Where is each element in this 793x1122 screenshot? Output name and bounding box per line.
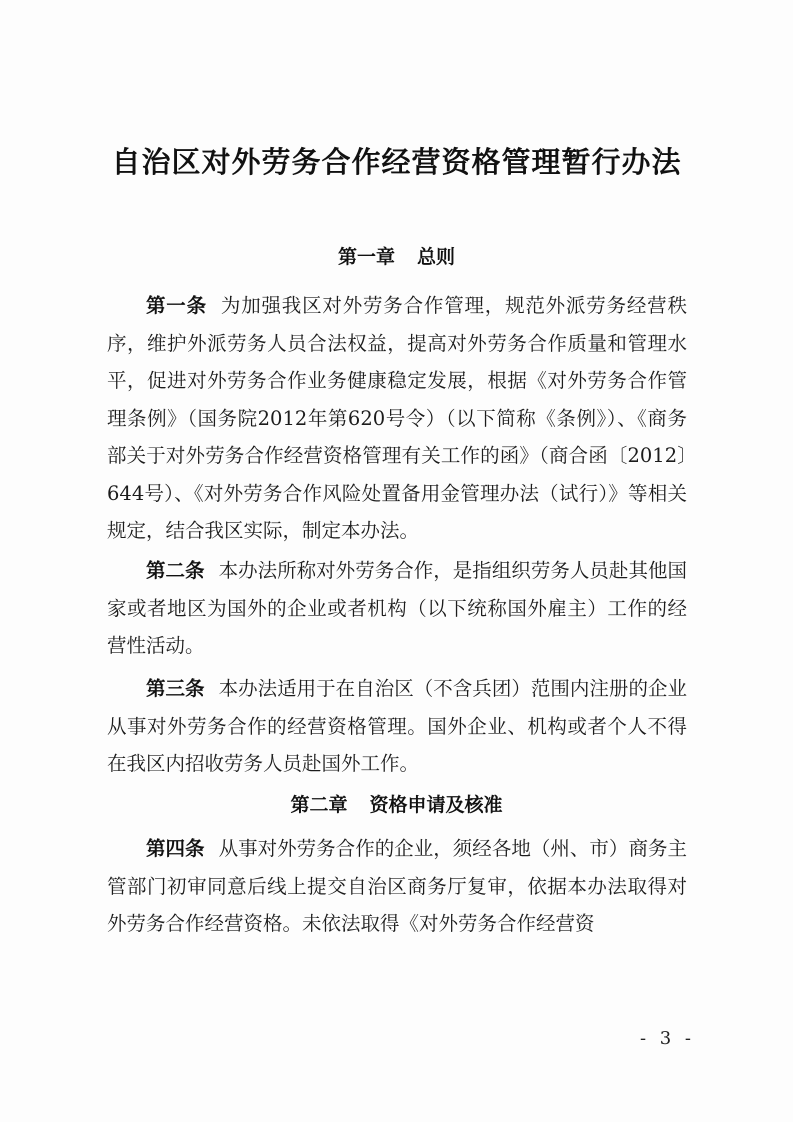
article-3-label: 第三条 (146, 677, 205, 700)
article-3 (107, 670, 687, 783)
chapter-1-name: 总则 (417, 246, 456, 268)
article-4-text: 从事对外劳务合作的企业，须经各地（州、市）商务主管部门初审同意后线上提交自治区商务厅复审，依据本办法取得对外劳务合作经营资格。未依法取得《对外劳务合作经营资 (107, 837, 687, 935)
article-4-label: 第四条 (146, 837, 205, 860)
chapter-1-label: 第一章 (337, 246, 395, 268)
chapter-2-label: 第二章 (290, 794, 348, 816)
article-1 (107, 287, 687, 550)
article-2-label: 第二条 (146, 559, 205, 582)
article-2-text: 本办法所称对外劳务合作，是指组织劳务人员赴其他国家或者地区为国外的企业或者机构（以下统称国外雇主）工作的经营性活动。 (107, 559, 687, 657)
article-2 (107, 552, 687, 665)
document-title: 自治区对外劳务合作经营资格管理暂行办法 (111, 145, 682, 179)
article-1-label: 第一条 (146, 294, 207, 317)
article-1-text: 为加强我区对外劳务合作管理，规范外派劳务经营秩序，维护外派劳务人员合法权益，提高对外劳务合作质量和管理水平，促进对外劳务合作业务健康稳定发展，根据《对外劳务合作管理条例》（国务院2012年第620号令）（以下简称《条例》）、《商务部关于对外劳务合作经营资格管理有关工作的函》（商合函〔2012〕644号）、《对外劳务合作风险处置备用金管理办法（试行）》等相关规定，结合我区实际，制定本办法。 (107, 294, 687, 542)
article-3-text: 本办法适用于在自治区（不含兵团）范围内注册的企业从事对外劳务合作的经营资格管理。国外企业、机构或者个人不得在我区内招收劳务人员赴国外工作。 (107, 677, 687, 775)
article-4 (107, 830, 687, 943)
chapter-1-heading (0, 242, 793, 269)
chapter-2-heading (0, 790, 793, 817)
page-number: - 3 - (639, 1028, 695, 1049)
chapter-2-name: 资格申请及核准 (369, 794, 503, 816)
